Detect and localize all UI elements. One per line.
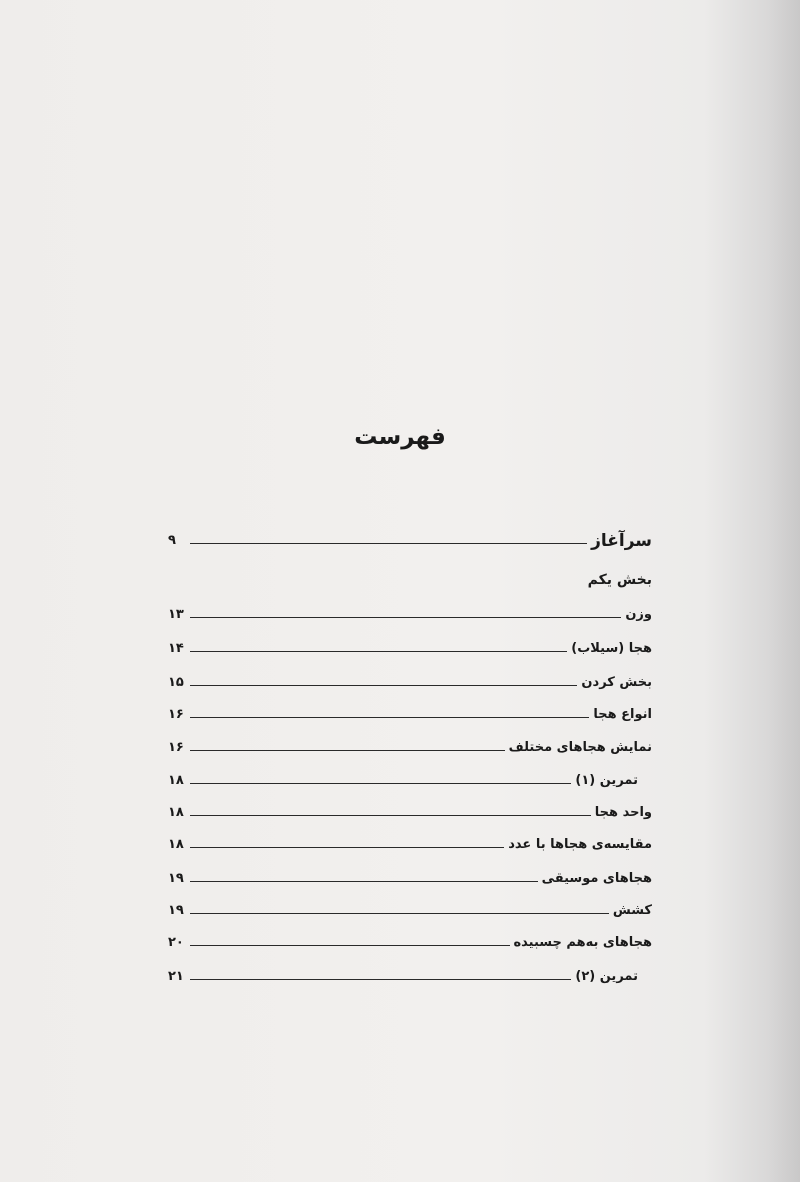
dot-leader [190,717,589,718]
toc-entry [168,830,652,854]
toc-page-number: ۱۸ [168,837,184,852]
toc-entry [168,600,652,624]
toc-entry [168,700,652,724]
toc-page-number: ۱۸ [168,805,184,820]
toc-entry [168,896,652,920]
section-heading: بخش یکم [587,572,652,588]
toc-entry [168,928,652,952]
toc-entry-label: کشش [612,903,652,918]
dot-leader [190,617,621,618]
toc-entry [168,668,652,692]
toc-entry [168,962,652,986]
dot-leader [190,783,571,784]
dot-leader [190,979,571,980]
toc-entry-label: وزن [625,607,652,622]
toc-page-number: ۱۸ [168,773,184,788]
toc-entry-label: تمرین (۲) [575,969,638,984]
toc-entry-label: هجا (سیلاب) [571,641,652,656]
toc-entry-label: بخش کردن [581,675,652,690]
toc-page-number: ۱۶ [168,740,184,755]
dot-leader [190,651,567,652]
toc-page-number: ۱۹ [168,903,184,918]
toc-page-number: ۹ [168,533,176,548]
toc-entry-label: هجاهای به‌هم چسبیده [513,935,652,950]
dot-leader [190,685,577,686]
toc-page-number: ۲۰ [168,935,184,950]
toc-page-number: ۱۹ [168,871,184,886]
toc-entry [168,766,652,790]
page-title: فهرست [354,424,446,450]
dot-leader [190,913,609,914]
toc-entry-label: مقایسه‌ی هجاها با عدد [508,837,652,852]
dot-leader [190,543,587,544]
dot-leader [190,750,505,751]
toc-entry-label: نمایش هجاهای مختلف [508,740,652,755]
toc-entry-label: واحد هجا [594,805,652,820]
toc-page-number: ۱۴ [168,641,184,656]
dot-leader [190,881,538,882]
toc-page-number: ۱۶ [168,707,184,722]
dot-leader [190,815,591,816]
toc-page-number: ۱۵ [168,675,184,690]
toc-entry-label: هجاهای موسیقی [541,871,652,886]
toc-entry-label: تمرین (۱) [575,773,638,788]
toc-entry-label: سرآغاز [591,531,652,551]
dot-leader [190,945,510,946]
dot-leader [190,847,504,848]
toc-entry-preface [168,526,652,550]
toc-entry [168,733,652,757]
toc-entry [168,864,652,888]
toc-page-number: ۲۱ [168,969,184,984]
toc-entry-label: انواع هجا [593,707,652,722]
toc-page-number: ۱۳ [168,607,184,622]
toc-entry [168,798,652,822]
toc-entry [168,634,652,658]
